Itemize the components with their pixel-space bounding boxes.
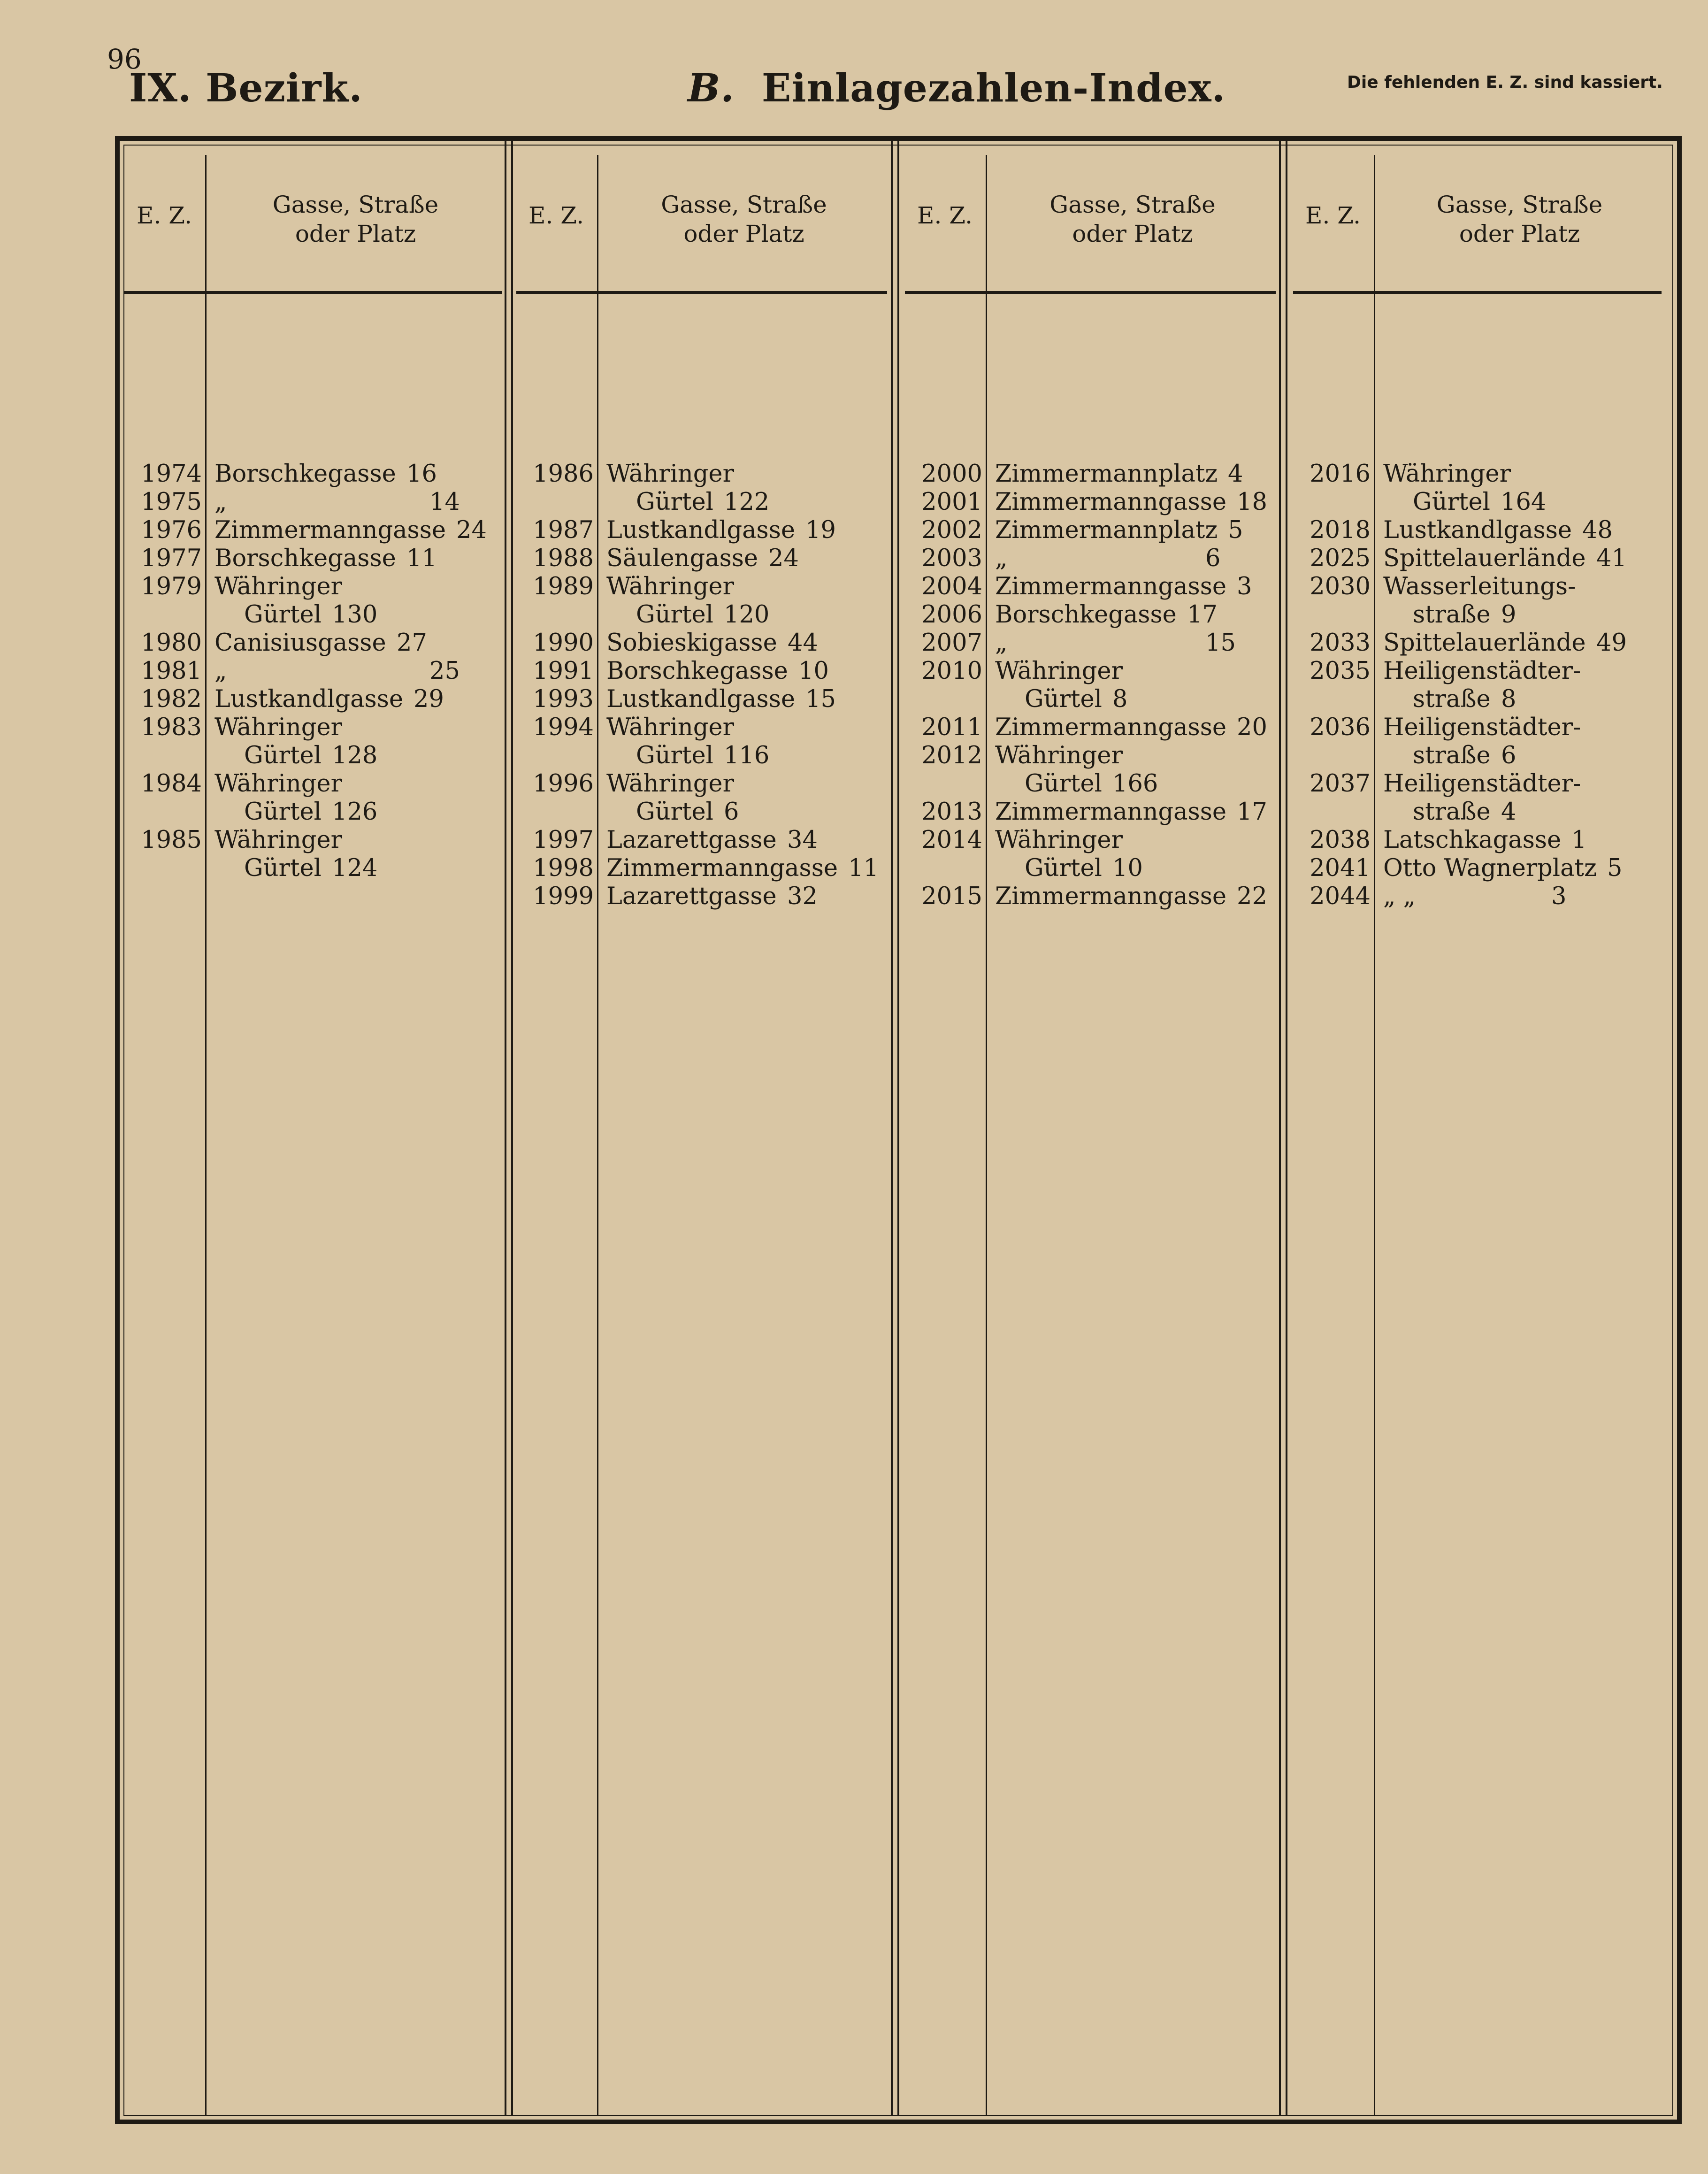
ez-number: 1998 — [533, 854, 594, 882]
house-number: 4 — [1501, 798, 1517, 826]
list-item — [905, 742, 1276, 770]
ez-header: E. Z. — [917, 202, 973, 229]
ez-number: 1990 — [533, 629, 594, 657]
ez-number: 1986 — [533, 460, 594, 488]
street-name: Borschkegasse — [214, 545, 396, 572]
street-header: Gasse, Straße oder Platz — [1049, 191, 1216, 247]
street-name: Währinger — [995, 657, 1123, 685]
street-name: Heiligenstädter- — [1383, 770, 1581, 798]
house-number: 10 — [1112, 854, 1143, 882]
street-name: „ — [995, 545, 1008, 572]
street-name: Währinger — [214, 573, 342, 600]
house-number: 128 — [332, 742, 378, 769]
ez-number: 1991 — [533, 657, 594, 685]
street-name: Heiligenstädter- — [1383, 657, 1581, 685]
house-number: 6 — [1501, 742, 1517, 769]
street-name: Gürtel — [1025, 770, 1102, 798]
house-number: 49 — [1596, 629, 1627, 657]
list-item — [1293, 826, 1662, 854]
street-header: Gasse, Straße oder Platz — [1436, 191, 1603, 247]
house-number: 164 — [1501, 488, 1547, 516]
ez-number: 1987 — [533, 516, 594, 544]
street-name: Gürtel — [636, 798, 713, 826]
house-number: 116 — [724, 742, 770, 769]
street-name: Währinger — [606, 714, 734, 741]
list-item — [516, 883, 887, 911]
house-number: 25 — [429, 657, 460, 685]
ez-number: 1993 — [533, 685, 594, 713]
house-number: 19 — [805, 516, 836, 544]
ez-number: 2006 — [921, 601, 982, 629]
house-number: 17 — [1237, 798, 1267, 826]
ez-header: E. Z. — [1305, 202, 1361, 229]
street-name: Canisiusgasse — [214, 629, 386, 657]
list-item — [516, 601, 887, 629]
list-item — [905, 629, 1276, 657]
street-name: Gürtel — [244, 798, 322, 826]
list-item — [516, 714, 887, 742]
house-number: 34 — [787, 826, 818, 854]
street-name: Währinger — [606, 573, 734, 600]
list-item — [1293, 685, 1662, 714]
house-number: 126 — [332, 798, 378, 826]
house-number: 48 — [1582, 516, 1613, 544]
street-name: Lustkandlgasse — [1383, 516, 1572, 544]
house-number: 20 — [1237, 714, 1267, 741]
house-number: 24 — [456, 516, 487, 544]
index-column-4 — [1293, 141, 1662, 2115]
street-name: Zimmermanngasse — [214, 516, 446, 544]
ez-number: 1977 — [141, 545, 202, 572]
house-number: 1 — [1571, 826, 1587, 854]
street-name: „ — [995, 629, 1008, 657]
ez-number: 2015 — [921, 883, 982, 910]
house-number: 8 — [1501, 685, 1517, 713]
list-item — [516, 516, 887, 545]
list-item — [1293, 798, 1662, 826]
street-name: straße — [1413, 798, 1491, 826]
list-item — [905, 826, 1276, 854]
ez-number: 1983 — [141, 714, 202, 741]
house-number: 11 — [848, 854, 879, 882]
list-item — [516, 742, 887, 770]
street-header: Gasse, Straße oder Platz — [661, 191, 827, 247]
house-number: 120 — [724, 601, 770, 629]
ez-number: 1974 — [141, 460, 202, 488]
ez-number: 2010 — [921, 657, 982, 685]
list-item — [905, 460, 1276, 488]
street-name: Sobieskigasse — [606, 629, 777, 657]
ez-header: E. Z. — [136, 202, 192, 229]
street-name: Heiligenstädter- — [1383, 714, 1581, 741]
house-number: 24 — [768, 545, 799, 572]
list-item — [516, 798, 887, 826]
list-item — [124, 770, 502, 798]
house-number: 5 — [1228, 516, 1243, 544]
house-number: 22 — [1237, 883, 1267, 910]
list-item — [124, 460, 502, 488]
street-name: straße — [1413, 685, 1491, 713]
street-name: Gürtel — [1025, 854, 1102, 882]
house-number: 166 — [1112, 770, 1158, 798]
house-number: 11 — [406, 545, 437, 572]
house-number: 3 — [1237, 573, 1252, 600]
street-name: Lazarettgasse — [606, 883, 777, 910]
index-column-1 — [124, 141, 502, 2115]
house-number: 14 — [429, 488, 460, 516]
list-item — [1293, 770, 1662, 798]
ez-number: 1984 — [141, 770, 202, 798]
list-item — [1293, 516, 1662, 545]
street-name: Gürtel — [636, 601, 713, 629]
ez-number: 2036 — [1310, 714, 1371, 741]
house-number: 17 — [1187, 601, 1218, 629]
list-item — [124, 685, 502, 714]
list-item — [516, 770, 887, 798]
list-item — [1293, 883, 1662, 911]
street-name: Gürtel — [244, 854, 322, 882]
house-number: 18 — [1237, 488, 1267, 516]
street-name: Gürtel — [636, 742, 713, 769]
list-item — [1293, 545, 1662, 573]
list-item — [1293, 601, 1662, 629]
house-number: 41 — [1596, 545, 1627, 572]
list-item — [124, 798, 502, 826]
street-name: Zimmermanngasse — [995, 714, 1227, 741]
list-item — [516, 545, 887, 573]
house-number: 122 — [724, 488, 770, 516]
street-name: Säulengasse — [606, 545, 758, 572]
street-name: Zimmermanngasse — [995, 488, 1227, 516]
list-item — [124, 854, 502, 883]
street-name: Lustkandlgasse — [606, 685, 796, 713]
ez-number: 2002 — [921, 516, 982, 544]
house-number: 6 — [724, 798, 739, 826]
list-item — [905, 545, 1276, 573]
list-item — [905, 714, 1276, 742]
street-name: Wasserleitungs- — [1383, 573, 1576, 600]
street-name: Spittelauerlände — [1383, 545, 1586, 572]
ez-number: 2016 — [1310, 460, 1371, 488]
street-name: Währinger — [214, 770, 342, 798]
list-item — [905, 488, 1276, 516]
list-item — [1293, 742, 1662, 770]
street-name: Borschkegasse — [995, 601, 1177, 629]
list-item — [516, 854, 887, 883]
list-item — [124, 516, 502, 545]
street-name: Otto Wagnerplatz — [1383, 854, 1597, 882]
street-name: straße — [1413, 742, 1491, 769]
house-number: 8 — [1112, 685, 1128, 713]
ez-number: 1980 — [141, 629, 202, 657]
ez-number: 2035 — [1310, 657, 1371, 685]
list-item — [1293, 657, 1662, 685]
list-item — [124, 629, 502, 657]
ez-number: 2007 — [921, 629, 982, 657]
street-name: Zimmermannplatz — [995, 460, 1218, 488]
street-name: Währinger — [1383, 460, 1511, 488]
list-item — [124, 573, 502, 601]
street-name: Lustkandlgasse — [214, 685, 404, 713]
list-item — [516, 685, 887, 714]
street-name: Gürtel — [244, 601, 322, 629]
list-item — [124, 742, 502, 770]
street-name: Borschkegasse — [214, 460, 396, 488]
list-item — [1293, 460, 1662, 488]
street-name: Währinger — [606, 770, 734, 798]
ez-number: 2000 — [921, 460, 982, 488]
house-number: 124 — [332, 854, 378, 882]
house-number: 130 — [332, 601, 378, 629]
ez-number: 2025 — [1310, 545, 1371, 572]
ez-number: 2018 — [1310, 516, 1371, 544]
street-name: Zimmermanngasse — [995, 883, 1227, 910]
house-number: 29 — [414, 685, 444, 713]
ez-number: 1999 — [533, 883, 594, 910]
street-name: Gürtel — [636, 488, 713, 516]
street-name: Lazarettgasse — [606, 826, 777, 854]
ez-number: 2001 — [921, 488, 982, 516]
house-number: 27 — [397, 629, 427, 657]
section-letter: B. — [688, 66, 735, 111]
list-item — [1293, 854, 1662, 883]
street-name: Zimmermanngasse — [995, 573, 1227, 600]
ez-number: 2011 — [921, 714, 982, 741]
list-item — [905, 883, 1276, 911]
street-name: Währinger — [606, 460, 734, 488]
ez-number: 1981 — [141, 657, 202, 685]
index-title: Einlagezahlen-Index. — [761, 66, 1226, 111]
list-item — [124, 601, 502, 629]
index-column-2 — [516, 141, 887, 2115]
index-column-3 — [905, 141, 1276, 2115]
ez-header: E. Z. — [528, 202, 584, 229]
list-item — [516, 460, 887, 488]
ez-number: 1988 — [533, 545, 594, 572]
list-item — [1293, 629, 1662, 657]
street-header: Gasse, Straße oder Platz — [272, 191, 439, 247]
ez-number: 2004 — [921, 573, 982, 600]
ez-number: 2041 — [1310, 854, 1371, 882]
street-name: Zimmermannplatz — [995, 516, 1218, 544]
ez-number: 1989 — [533, 573, 594, 600]
list-item — [905, 657, 1276, 685]
list-item — [905, 573, 1276, 601]
ez-number: 2012 — [921, 742, 982, 769]
list-item — [516, 573, 887, 601]
street-name: straße — [1413, 601, 1491, 629]
list-item — [905, 685, 1276, 714]
ez-number: 1975 — [141, 488, 202, 516]
house-number: 44 — [788, 629, 818, 657]
ez-number: 2038 — [1310, 826, 1371, 854]
list-item — [124, 657, 502, 685]
street-name: Währinger — [214, 826, 342, 854]
house-number: 9 — [1501, 601, 1517, 629]
header-note: Die fehlenden E. Z. sind kassiert. — [1347, 73, 1663, 92]
list-item — [1293, 714, 1662, 742]
district-heading: IX. Bezirk. — [129, 66, 363, 111]
street-name: Borschkegasse — [606, 657, 788, 685]
street-name: Latschkagasse — [1383, 826, 1562, 854]
page-number: 96 — [107, 43, 142, 75]
ez-number: 1976 — [141, 516, 202, 544]
ez-number: 2044 — [1310, 883, 1371, 910]
house-number: 15 — [1205, 629, 1236, 657]
street-name: Zimmermanngasse — [606, 854, 838, 882]
list-item — [1293, 573, 1662, 601]
list-item — [905, 516, 1276, 545]
ez-number: 1994 — [533, 714, 594, 741]
list-item — [516, 488, 887, 516]
house-number: 16 — [406, 460, 437, 488]
street-name: „ — [214, 488, 227, 516]
list-item — [905, 770, 1276, 798]
ez-number: 1985 — [141, 826, 202, 854]
ez-number: 2014 — [921, 826, 982, 854]
list-item — [1293, 488, 1662, 516]
street-name: „ „ — [1383, 883, 1416, 910]
ez-number: 2003 — [921, 545, 982, 572]
house-number: 32 — [787, 883, 818, 910]
list-item — [516, 629, 887, 657]
ez-number: 1979 — [141, 573, 202, 600]
list-item — [124, 826, 502, 854]
list-item — [124, 545, 502, 573]
ez-number: 2037 — [1310, 770, 1371, 798]
list-item — [124, 488, 502, 516]
street-name: Gürtel — [244, 742, 322, 769]
ez-number: 1997 — [533, 826, 594, 854]
house-number: 5 — [1607, 854, 1623, 882]
house-number: 3 — [1551, 883, 1567, 910]
list-item — [905, 854, 1276, 883]
street-name: Zimmermanngasse — [995, 798, 1227, 826]
street-name: Gürtel — [1025, 685, 1102, 713]
house-number: 6 — [1205, 545, 1221, 572]
house-number: 15 — [805, 685, 836, 713]
street-name: Spittelauerlände — [1383, 629, 1586, 657]
index-heading — [688, 66, 1225, 111]
house-number: 4 — [1228, 460, 1243, 488]
ez-number: 2033 — [1310, 629, 1371, 657]
ez-number: 1996 — [533, 770, 594, 798]
house-number: 10 — [798, 657, 829, 685]
street-name: Währinger — [214, 714, 342, 741]
ez-number: 2013 — [921, 798, 982, 826]
list-item — [516, 826, 887, 854]
street-name: „ — [214, 657, 227, 685]
list-item — [124, 714, 502, 742]
list-item — [905, 798, 1276, 826]
list-item — [516, 657, 887, 685]
street-name: Gürtel — [1413, 488, 1490, 516]
street-name: Währinger — [995, 742, 1123, 769]
street-name: Währinger — [995, 826, 1123, 854]
list-item — [905, 601, 1276, 629]
street-name: Lustkandlgasse — [606, 516, 796, 544]
ez-number: 1982 — [141, 685, 202, 713]
ez-number: 2030 — [1310, 573, 1371, 600]
